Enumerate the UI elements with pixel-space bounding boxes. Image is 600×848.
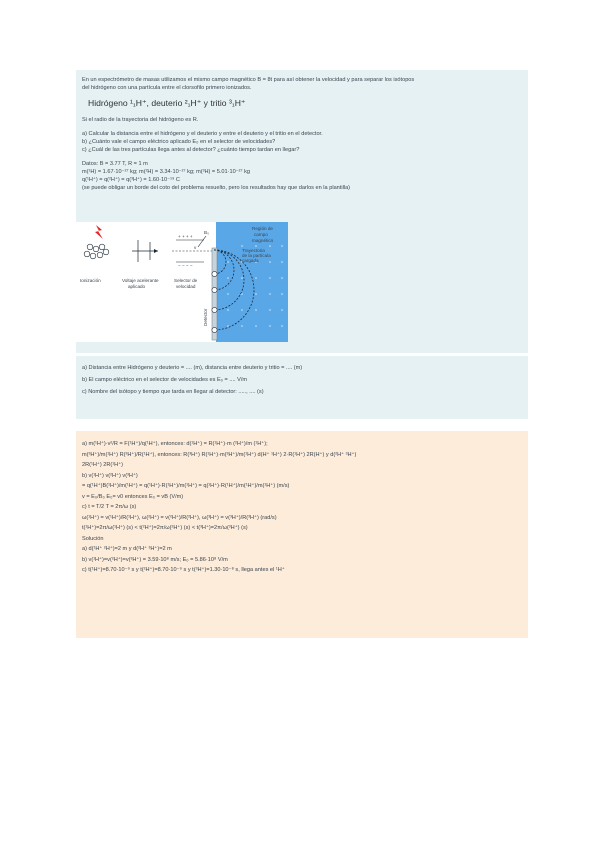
solution-line-13: c) t(¹H⁺)=8.70·10⁻⁹ s y t(²H⁺)=8.70·10⁻⁹ s y t(³H⁺)=1.30·10⁻⁸ s, llega antes el ¹H⁺	[82, 567, 285, 573]
radius-note: Si el radio de la trayectoria del hidrógeno es R.	[82, 117, 199, 123]
solution-panel	[76, 431, 528, 638]
solution-heading: Solución	[82, 535, 104, 542]
problem-intro: En un espectrómetro de masas utilizamos el mismo campo magnético B = 8t para así obtener la velocidad y para separar los isótopos	[82, 77, 415, 83]
region-caption: Región de	[252, 226, 273, 231]
solution-line-7: c) t = T/2 T = 2π/ω (s)	[82, 504, 137, 510]
answer-a: a) Distancia entre Hidrógeno y deuterio = .... (m), distancia entre deuterio y tritio = .... (m)	[82, 365, 303, 371]
solution-line-12: b) v(¹H⁺)=v(²H⁺)=v(³H⁺) = 3.59·10⁸ m/s; E₀ = 5.86·10⁸ V/m	[82, 556, 228, 563]
solution-line-8: ω(¹H⁺) = v(¹H⁺)/R(¹H⁺), ω(²H⁺) = v(²H⁺)/R(²H⁺), ω(³H⁺) = v(³H⁺)/R(³H⁺) (rad/s)	[82, 514, 277, 521]
answers-panel	[76, 356, 528, 419]
solution-line-1: a) m(¹H⁺)·v²/R = F(¹H⁺)/q(¹H⁺), entonces: d(¹H⁺) = R(¹H⁺)·m (²H⁺)/m (¹H⁺);	[82, 441, 268, 447]
detector-caption: Detector	[203, 308, 208, 326]
data-line-1: Datos: B = 3.77 T, R = 1 m	[82, 161, 148, 167]
selector-caption-2: velocidad	[176, 284, 196, 289]
question-a: a) Calcular la distancia entre el hidrógeno y el deuterio y entre el deuterio y el tritio en el detector.	[82, 131, 323, 137]
answer-b: b) El campo eléctrico en el selector de velocidades es E₀ = .... V/m	[82, 377, 248, 383]
problem-intro-cont: del hidrógeno con una partícula entre el clorsofilo primero ionizados.	[82, 85, 252, 91]
region-caption-2: campo	[254, 232, 268, 237]
region-caption-3: magnético	[252, 238, 274, 243]
question-c: c) ¿Cuál de las tres partículas llega antes al detector? ¿cuánto tiempo tardan en llegar?	[82, 147, 300, 153]
solution-line-4: b) v(¹H⁺) v(²H⁺) v(³H⁺)	[82, 472, 138, 479]
problem-note: (se puede obligar un borde del coto del problema resuelto, pero los resultados hay que darlos en la plantilla)	[82, 185, 351, 191]
data-line-2: m(¹H) = 1.67·10⁻²⁷ kg; m(²H) = 3.34·10⁻²⁷ kg; m(³H) = 5.01·10⁻²⁷ kg	[82, 169, 251, 175]
solution-line-5: = q(¹H⁺)B(¹H⁺)/m(¹H⁺) = q(¹H⁺)·R(¹H⁺)/m(¹H⁺) = q(¹H⁺)·R(¹H⁺)/m(¹H⁺)/m(¹H⁺) (m/s)	[82, 483, 290, 489]
problem-panel	[76, 70, 528, 353]
ionization-caption: Ionización	[80, 278, 101, 283]
species-heading: Hidrógeno ¹₁H⁺, deuterio ²₁H⁺ y tritio ³₁H⁺	[88, 98, 246, 108]
voltage-caption: Voltaje acelerante	[122, 278, 159, 283]
selector-minus-signs: − − − −	[178, 263, 193, 268]
data-line-3: q(¹H⁺) = q(²H⁺) = q(³H⁺) = 1.60·10⁻¹⁹ C	[82, 177, 180, 183]
trajectory-caption-2: de la partícula	[242, 253, 271, 258]
trajectory-caption: Trayectoria	[242, 248, 265, 253]
solution-line-9: t(¹H⁺)=2π/ω(¹H⁺) (s) < t(²H⁺)=2π/ω(²H⁺) (s) < t(³H⁺)=2π/ω(³H⁺) (s)	[82, 525, 248, 531]
voltage-caption-2: aplicado	[128, 284, 146, 289]
detector-bar	[212, 248, 217, 340]
selector-plus-signs: + + + +	[178, 234, 193, 239]
solution-line-2: m(³H⁺)/m(¹H⁺) R(³H⁺)/R(¹H⁺), entonces: R(³H⁺) R(¹H⁺)·m(³H⁺)/m(¹H⁺) d(H⁺ ¹H⁺) 2·R(¹H⁺) 2R(H⁺) y d(²H⁺ ³H⁺)	[82, 451, 357, 458]
selector-caption: Selector de	[174, 278, 198, 283]
question-b: b) ¿Cuánto vale el campo eléctrico aplicado E₀ en el selector de velocidades?	[82, 139, 276, 145]
mass-spectrometer-diagram	[76, 222, 288, 342]
solution-line-6: v = E₀/B₀ E₀= v0 entonces E₀ = vB (V/m)	[82, 493, 184, 500]
trajectory-caption-3: cargada	[242, 258, 259, 263]
velocity-label: v	[194, 245, 197, 250]
b0-label: B₀	[204, 230, 209, 235]
answer-c: c) Nombre del isótopo y tiempo que tarda en llegar al detector: ....., .... (s)	[82, 389, 264, 395]
solution-line-3: 2R(¹H⁺) 2R(¹H⁺)	[82, 462, 124, 468]
solution-line-11: a) d(¹H⁺ ²H⁺)=2 m y d(²H⁺ ³H⁺)=2 m	[82, 546, 172, 552]
